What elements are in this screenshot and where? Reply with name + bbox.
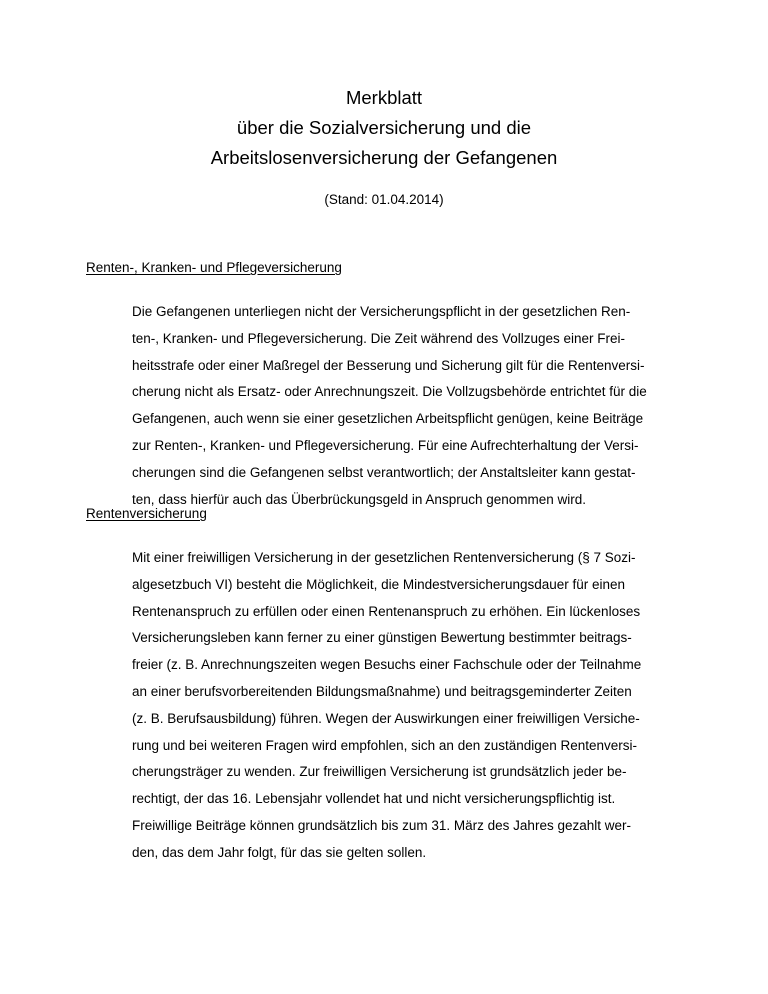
paragraph-line: Rentenanspruch zu erfüllen oder einen Rentenanspruch zu erhöhen. Ein lückenloses (132, 603, 641, 619)
paragraph-line: (z. B. Berufsausbildung) führen. Wegen der Auswirkungen einer freiwilligen Versiche- (132, 710, 640, 726)
paragraph-line: freier (z. B. Anrechnungszeiten wegen Besuchs einer Fachschule oder der Teilnahme (132, 657, 642, 673)
section-heading-renten-kranken-pflege: Renten-, Kranken- und Pflegeversicherung (86, 260, 342, 275)
section-paragraph-rentenversicherung (132, 545, 692, 867)
title-line: Merkblatt (345, 87, 423, 108)
paragraph-line: Die Gefangenen unterliegen nicht der Versicherungspflicht in der gesetzlichen Ren- (132, 304, 631, 319)
paragraph-line: zur Renten-, Kranken- und Pflegeversicherung. Für eine Aufrechterhaltung der Versi- (132, 437, 639, 453)
paragraph-line: Gefangenen, auch wenn sie einer gesetzlichen Arbeitspflicht genügen, keine Beiträge (132, 411, 644, 427)
paragraph-line: ten, dass hierfür auch das Überbrückungsgeld in Anspruch genommen wird. (132, 491, 587, 507)
paragraph-line: cherungsträger zu wenden. Zur freiwilligen Versicherung ist grundsätzlich jeder be- (132, 764, 627, 780)
paragraph-line: algesetzbuch VI) besteht die Möglichkeit, die Mindestversicherungsdauer für einen (132, 576, 626, 592)
title-line: Arbeitslosenversicherung der Gefangenen (210, 147, 558, 168)
title-line: über die Sozialversicherung und die (236, 117, 532, 138)
paragraph-line: ten-, Kranken- und Pflegeversicherung. Die Zeit während des Vollzuges einer Frei- (132, 330, 626, 346)
paragraph-line: den, das dem Jahr folgt, für das sie gelten sollen. (132, 844, 427, 860)
paragraph-line: heitsstrafe oder einer Maßregel der Besserung und Sicherung gilt für die Rentenversi- (132, 357, 645, 373)
paragraph-line: Freiwillige Beiträge können grundsätzlich bis zum 31. März des Jahres gezahlt wer- (132, 817, 631, 833)
paragraph-line: an einer berufsvorbereitenden Bildungsmaßnahme) und beitragsgeminderter Zeiten (132, 683, 632, 699)
paragraph-line: cherungen sind die Gefangenen selbst verantwortlich; der Anstaltsleiter kann gestat- (132, 464, 636, 480)
paragraph-line: Mit einer freiwilligen Versicherung in der gesetzlichen Rentenversicherung (§ 7 Sozi- (132, 550, 636, 565)
document-title (0, 83, 768, 173)
paragraph-line: Versicherungsleben kann ferner zu einer günstigen Bewertung bestimmter beitrags- (132, 630, 632, 646)
paragraph-line: rechtigt, der das 16. Lebensjahr vollendet hat und nicht versicherungspflichtig ist. (132, 791, 616, 807)
section-heading-rentenversicherung: Rentenversicherung (86, 506, 207, 521)
document-date: (Stand: 01.04.2014) (324, 192, 444, 207)
paragraph-line: cherung nicht als Ersatz- oder Anrechnungszeit. Die Vollzugsbehörde entrichtet für die (132, 384, 647, 400)
section-paragraph-renten-kranken-pflege (132, 299, 692, 513)
paragraph-line: rung und bei weiteren Fragen wird empfohlen, sich an den zuständigen Rentenversi- (132, 737, 638, 753)
